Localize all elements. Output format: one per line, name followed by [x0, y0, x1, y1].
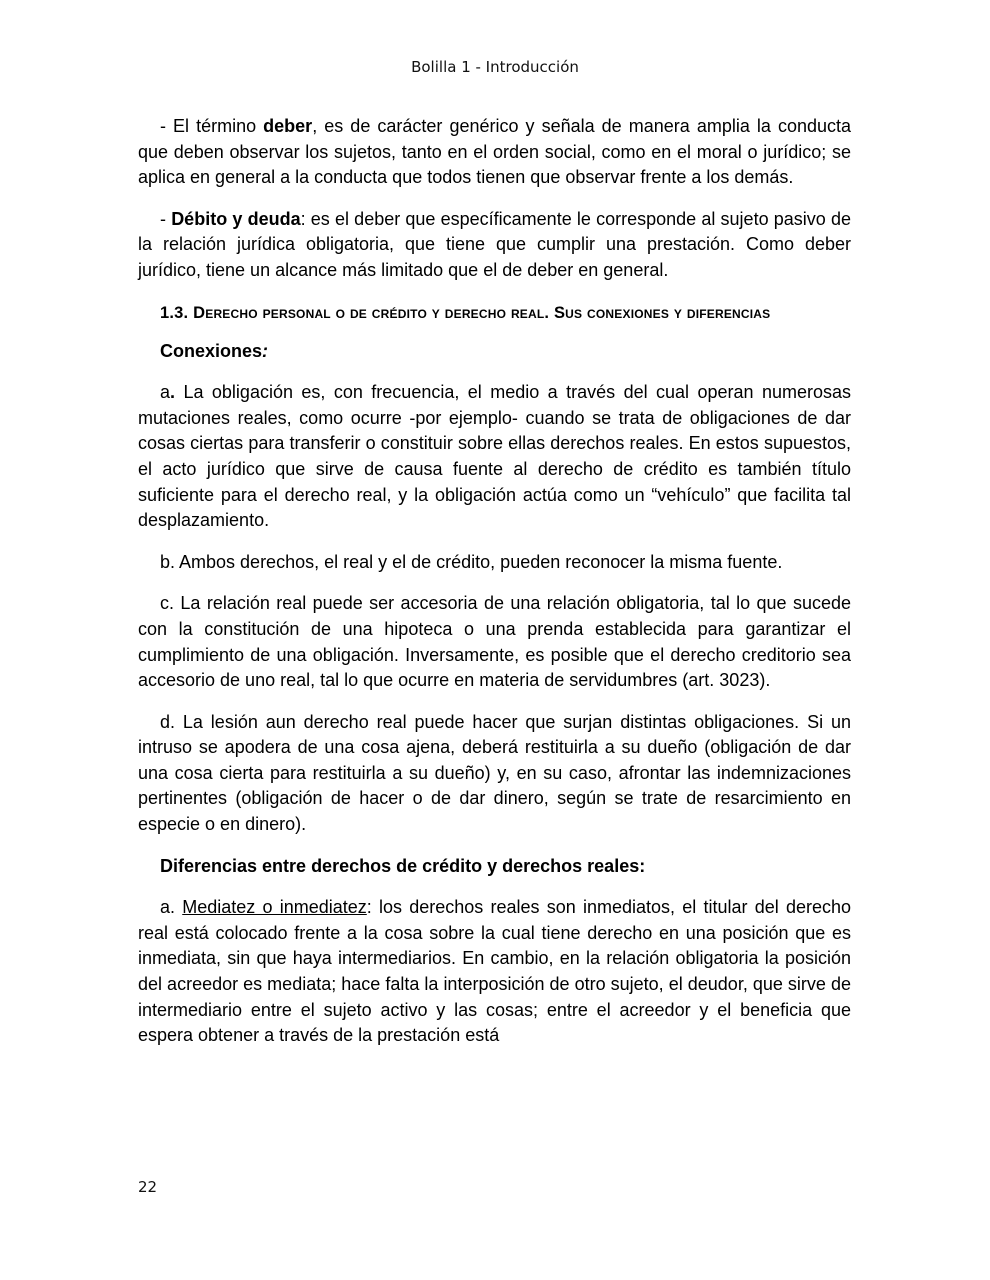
text-run: - — [160, 208, 172, 229]
section-heading — [138, 300, 851, 326]
paragraph-a — [138, 380, 851, 534]
conexiones-colon: : — [262, 340, 269, 361]
text-run: : los derechos reales son inmediatos, el titular del derecho real está colocado frente a la cosa sobre la cual tiene derecho en una posición que es inmediata, sin que haya intermediarios. En cambio, en la relación obligatoria la posición del acreedor es mediata; hace falta la interposición de otro sujeto, el deudor, que sirve de intermediario entre el sujeto activo y las cosas; entre el acreedor y el beneficia que espera obtener a través de la prestación está — [138, 897, 851, 1046]
section-title: Derecho personal o de crédito y derecho real. Sus conexiones y diferencias — [193, 303, 771, 322]
text-run: La obligación es, con frecuencia, el medio a través del cual operan numerosas mutaciones reales, como ocurre -por ejemplo- cuando se trata de obligaciones de dar cosas ciertas para transferir o constituir sobre ellas derechos reales. En estos supuestos, el acto jurídico que sirve de causa fuente al derecho de crédito es también título suficiente para el derecho real, y la obligación actúa como un “vehículo” que facilita tal desplazamiento. — [138, 382, 851, 531]
item-dot: . — [170, 382, 176, 403]
page-number: 22 — [138, 1178, 158, 1196]
page-header: Bolilla 1 - Introducción — [411, 58, 579, 76]
text-run: a. — [160, 897, 183, 918]
paragraph-c: c. La relación real puede ser accesoria de una relación obligatoria, tal lo que sucede con la constitución de una hipoteca o una prenda establecida para garantizar el cumplimiento de una obligación. Inversamente, es posible que el derecho creditorio sea accesorio de uno real, tal lo que ocurre en materia de servidumbres (art. 3023). — [138, 593, 851, 691]
text-run: , es de carácter genérico y señala de manera amplia la conducta que deben observar los sujetos, tanto en el orden social, como en el moral o jurídico; se aplica en general a la conducta que todos tienen que observar frente a los demás. — [138, 116, 852, 188]
diferencias-heading: Diferencias entre derechos de crédito y derechos reales: — [160, 855, 646, 876]
document-body — [138, 114, 851, 1065]
paragraph-b: b. Ambos derechos, el real y el de crédito, pueden reconocer la misma fuente. — [160, 551, 783, 572]
term-mediatez: Mediatez o inmediatez — [182, 897, 367, 918]
paragraph-d: d. La lesión aun derecho real puede hacer que surjan distintas obligaciones. Si un intruso se apodera de una cosa ajena, deberá restituirla a su dueño (obligación de dar una cosa cierta para restituirla a su dueño) y, en su caso, afrontar las indemnizaciones pertinentes (obligación de hacer o de dar dinero, según se trate de resarcimiento en especie o en dinero). — [138, 711, 851, 835]
conexiones-label: Conexiones — [160, 340, 263, 361]
text-run: : es el deber que específicamente le corresponde al sujeto pasivo de la relación jurídica obligatoria, que tiene que cumplir una prestación. Como deber jurídico, tiene un alcance más limitado que el de deber en general. — [138, 208, 852, 280]
paragraph-deber — [138, 114, 851, 191]
text-run: - El término — [160, 116, 264, 136]
item-letter: a — [160, 382, 171, 403]
term-deber: deber — [263, 116, 313, 136]
section-number: 1.3. — [160, 303, 189, 322]
conexiones-heading — [138, 339, 851, 365]
paragraph-mediatez — [138, 895, 851, 1049]
term-debito-deuda: Débito y deuda — [171, 208, 301, 229]
paragraph-debito — [138, 207, 851, 284]
